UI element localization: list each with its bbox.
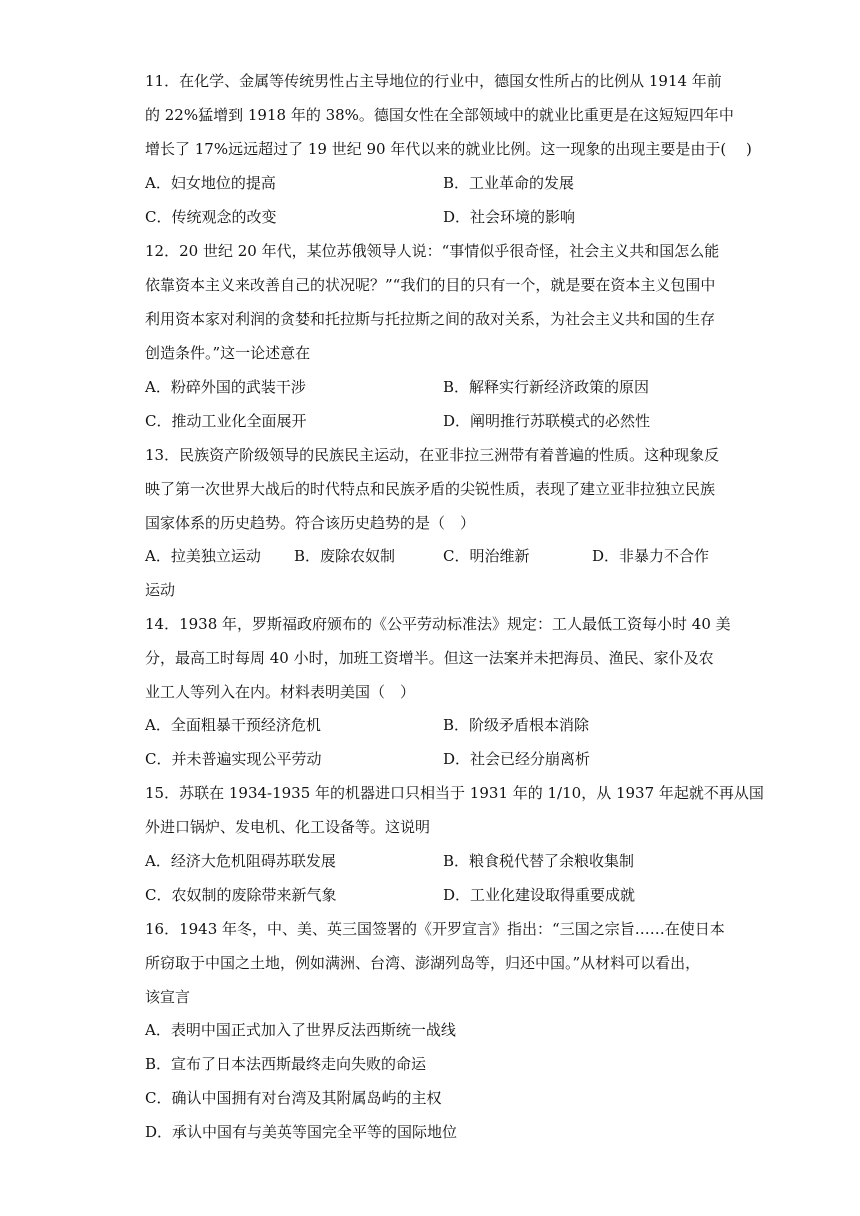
option-d: D．阐明推行苏联模式的必然性 (443, 412, 651, 430)
option-a: A．拉美独立运动 (145, 547, 261, 565)
option-b: B．解释实行新经济政策的原因 (443, 378, 650, 396)
option-c: C．农奴制的废除带来新气象 (145, 886, 337, 904)
option-d: D．社会环境的影响 (443, 208, 576, 226)
option-c: C．并未普遍实现公平劳动 (145, 750, 322, 768)
option-d-continuation: 运动 (145, 581, 176, 599)
question-text-line: 利用资本家对利润的贪婪和托拉斯与托拉斯之间的敌对关系，为社会主义共和国的生存 (145, 310, 716, 328)
option-a: A．妇女地位的提高 (145, 174, 276, 192)
question-text-line: 11．在化学、金属等传统男性占主导地位的行业中，德国女性所占的比例从 1914 年前 (145, 72, 722, 90)
question-text-line: 依靠资本主义来改善自己的状况呢？”“我们的目的只有一个，就是要在资本主义包围中 (145, 276, 716, 294)
option-b: B．粮食税代替了余粮收集制 (443, 852, 635, 870)
question-text-line: 创造条件。”这一论述意在 (145, 344, 311, 362)
option-b: B．废除农奴制 (294, 547, 396, 565)
question-text-line: 15．苏联在 1934-1935 年的机器进口只相当于 1931 年的 1/10，从 1937 年起就不再从国 (145, 784, 764, 802)
question-text-line: 该宣言 (145, 988, 191, 1006)
option-c: C．确认中国拥有对台湾及其附属岛屿的主权 (145, 1089, 442, 1107)
question-text-line: 13．民族资产阶级领导的民族民主运动，在亚非拉三洲带有着普遍的性质。这种现象反 (145, 446, 720, 464)
option-a: A．粉碎外国的武装干涉 (145, 378, 306, 396)
option-c: C．推动工业化全面展开 (145, 412, 307, 430)
question-text-line: 映了第一次世界大战后的时代特点和民族矛盾的尖锐性质，表现了建立亚非拉独立民族 (145, 480, 716, 498)
question-text-line: 外进口锅炉、发电机、化工设备等。这说明 (145, 818, 431, 836)
option-a: A．表明中国正式加入了世界反法西斯统一战线 (145, 1021, 456, 1039)
option-b: B．阶级矛盾根本消除 (443, 716, 590, 734)
option-d: D．社会已经分崩离析 (443, 750, 591, 768)
option-c: C．传统观念的改变 (145, 208, 277, 226)
question-text-line: 国家体系的历史趋势。符合该历史趋势的是（ ） (145, 514, 476, 532)
option-a: A．经济大危机阻碍苏联发展 (145, 852, 336, 870)
option-b: B．工业革命的发展 (443, 174, 575, 192)
question-text-line: 12．20 世纪 20 年代，某位苏俄领导人说：“事情似乎很奇怪，社会主义共和国怎么能 (145, 242, 720, 260)
option-b: B．宣布了日本法西斯最终走向失败的命运 (145, 1055, 427, 1073)
question-text-line: 的 22%猛增到 1918 年的 38%。德国女性在全部领域中的就业比重更是在这短短四年中 (145, 106, 734, 124)
option-d: D．非暴力不合作 (592, 547, 710, 565)
question-text-line: 业工人等列入在内。材料表明美国（ ） (145, 683, 416, 701)
question-text-line: 增长了 17%远远超过了 19 世纪 90 年代以来的就业比例。这一现象的出现主要是由于( ) (145, 140, 752, 158)
question-text-line: 所窃取于中国之土地，例如满洲、台湾、澎湖列岛等，归还中国。”从材料可以看出， (145, 954, 701, 972)
question-text-line: 16．1943 年冬，中、美、英三国签署的《开罗宣言》指出：“三国之宗旨……在使日本 (145, 920, 725, 938)
question-text-line: 分，最高工时每周 40 小时，加班工资增半。但这一法案并未把海员、渔民、家仆及农 (145, 649, 714, 667)
question-text-line: 14．1938 年，罗斯福政府颁布的《公平劳动标准法》规定：工人最低工资每小时 40 美 (145, 615, 731, 633)
option-d: D．工业化建设取得重要成就 (443, 886, 636, 904)
option-c: C．明治维新 (443, 547, 530, 565)
option-a: A．全面粗暴干预经济危机 (145, 716, 321, 734)
option-d: D．承认中国有与美英等国完全平等的国际地位 (145, 1123, 458, 1141)
